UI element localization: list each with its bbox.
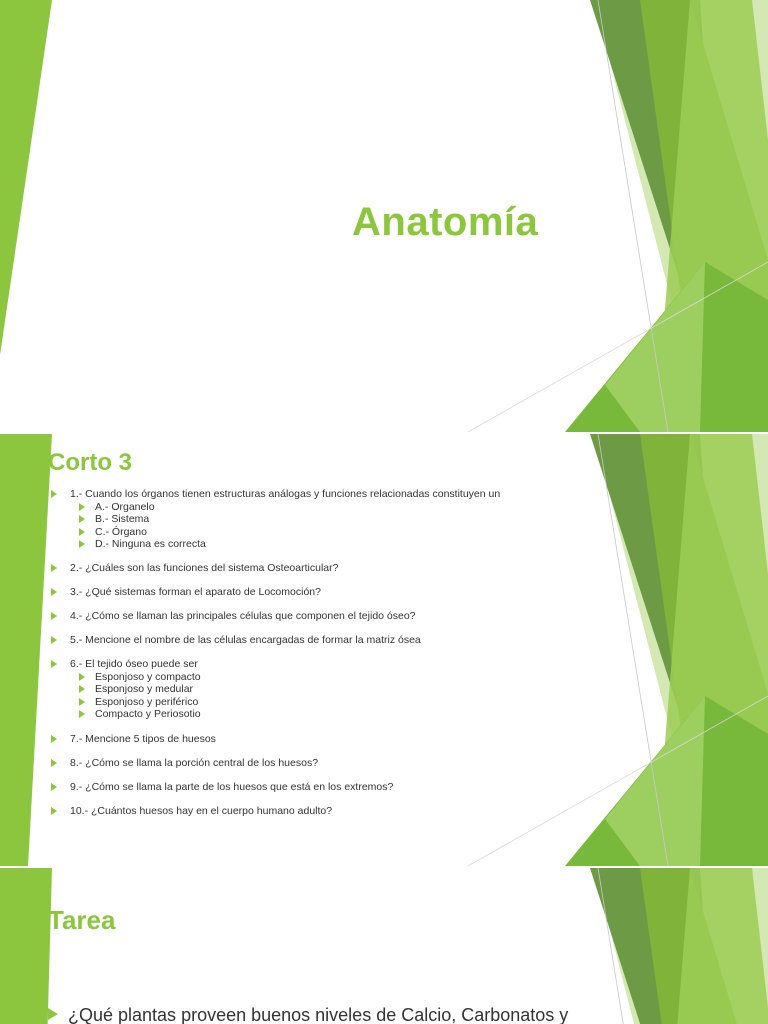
slide-decoration: [0, 868, 768, 1024]
slide-quiz: [0, 434, 768, 866]
option-item: [70, 538, 588, 551]
option-text: A.- Organelo: [95, 500, 155, 513]
option-text: Esponjoso y medular: [95, 683, 194, 696]
triangle-bullet-icon: [51, 660, 57, 668]
triangle-bullet-icon: [51, 636, 57, 644]
question-text: 8.- ¿Cómo se llama la porción central de los huesos?: [70, 756, 319, 769]
option-text: Compacto y Periosotio: [95, 708, 201, 721]
question-text: 6.- El tejido óseo puede ser: [70, 658, 198, 671]
option-item: [70, 696, 588, 709]
question-text: 1.- Cuando los órganos tienen estructuras análogas y funciones relacionadas constituyen un: [70, 488, 501, 500]
option-text: B.- Sistema: [95, 513, 150, 525]
triangle-bullet-icon: [48, 1008, 58, 1020]
option-text: D.- Ninguna es correcta: [95, 538, 206, 550]
triangle-bullet-icon: [51, 735, 57, 743]
question-item: [48, 610, 588, 623]
triangle-bullet-icon: [51, 759, 57, 767]
question-text: 10.- ¿Cuántos huesos hay en el cuerpo humano adulto?: [70, 804, 333, 817]
option-text: Esponjoso y periférico: [95, 695, 199, 708]
triangle-bullet-icon: [79, 710, 85, 718]
option-text: C.- Órgano: [95, 525, 147, 538]
option-list: [70, 671, 588, 721]
question-item: [48, 488, 588, 551]
left-green-wedge: [0, 0, 52, 355]
option-item: [70, 683, 588, 696]
question-item: [48, 781, 588, 794]
homework-text: ¿Qué plantas proveen buenos niveles de Calcio, Carbonatos y: [68, 1005, 569, 1024]
triangle-bullet-icon: [79, 515, 85, 523]
left-green-wedge: [0, 434, 52, 866]
triangle-bullet-icon: [51, 783, 57, 791]
question-item: [48, 586, 588, 599]
question-item: [48, 634, 588, 647]
triangle-bullet-icon: [51, 564, 57, 572]
question-item: [48, 658, 588, 721]
question-item: [48, 805, 588, 818]
question-text: 5.- Mencione el nombre de las células encargadas de formar la matriz ósea: [70, 634, 421, 647]
slide-title-text: Corto 3: [48, 449, 132, 476]
slide-title: [0, 0, 768, 432]
triangle-bullet-icon: [51, 588, 57, 596]
question-text: 7.- Mencione 5 tipos de huesos: [70, 732, 216, 745]
triangle-bullet-icon: [51, 490, 57, 498]
option-list: [70, 501, 588, 551]
triangle-bullet-icon: [79, 503, 85, 511]
question-text: 2.- ¿Cuáles son las funciones del sistema Osteoarticular?: [70, 562, 339, 575]
option-item: [70, 708, 588, 721]
question-item: [48, 562, 588, 575]
option-item: [70, 526, 588, 539]
question-item: [48, 757, 588, 770]
triangle-bullet-icon: [79, 698, 85, 706]
triangle-bullet-icon: [79, 685, 85, 693]
option-item: [70, 513, 588, 526]
triangle-bullet-icon: [79, 673, 85, 681]
slide-title-text: Tarea: [48, 905, 116, 935]
triangle-bullet-icon: [51, 612, 57, 620]
question-list: [48, 488, 588, 829]
option-item: [70, 671, 588, 684]
homework-item: [48, 1005, 568, 1024]
slide-title-text: Anatomía: [352, 200, 539, 244]
slide-homework: [0, 868, 768, 1024]
triangle-bullet-icon: [51, 807, 57, 815]
question-text: 9.- ¿Cómo se llama la parte de los huesos que está en los extremos?: [70, 780, 394, 793]
question-text: 3.- ¿Qué sistemas forman el aparato de Locomoción?: [70, 586, 321, 599]
option-item: [70, 501, 588, 514]
question-text: 4.- ¿Cómo se llaman las principales células que componen el tejido óseo?: [70, 610, 416, 623]
option-text: Esponjoso y compacto: [95, 670, 201, 683]
triangle-bullet-icon: [79, 528, 85, 536]
left-green-wedge: [0, 868, 52, 1024]
question-item: [48, 733, 588, 746]
triangle-bullet-icon: [79, 540, 85, 548]
